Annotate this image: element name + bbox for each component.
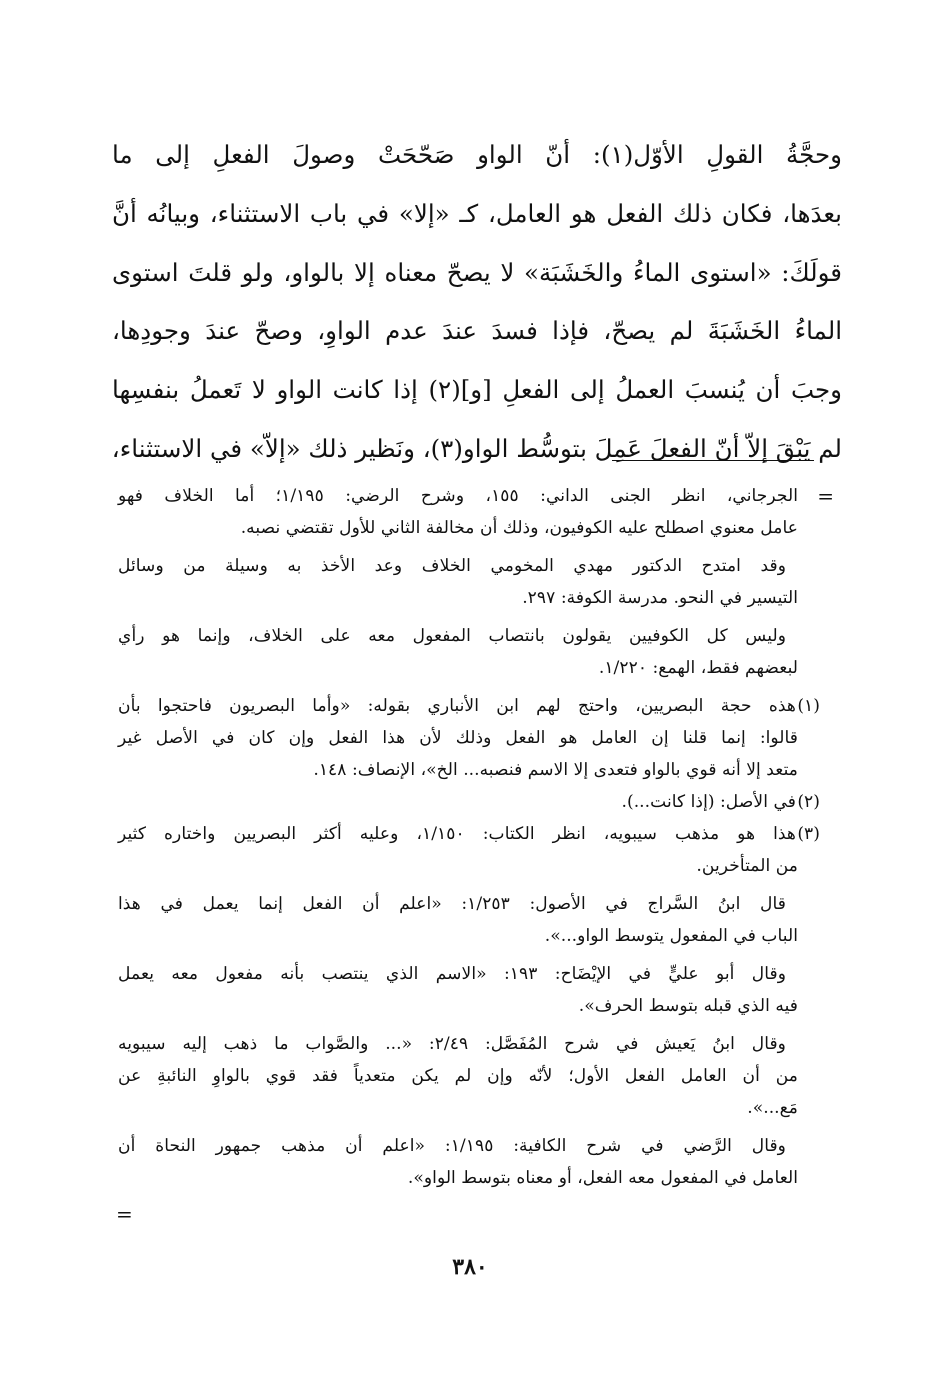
footnote-paragraph-line: وليس كل الكوفيين يقولون بانتصاب المفعول معه على الخلاف، وإنما هو رأي [118, 626, 786, 646]
footnote-3-text: هذا هو مذهب سيبويه، انظر الكتاب: ١/١٥٠، وعليه أكثر البصريين واختاره كثير [118, 824, 796, 844]
main-text-line: لم يَبْقَ إلاّ أنّ الفعلَ عَمِلَ بتوسُّط الواو(٣)، ونَظير ذلك «إلاّ» في الاستثناء، [111, 433, 842, 463]
footnote-1 [118, 690, 820, 722]
page-number: ٣٨٠ [452, 1254, 488, 1280]
footnote-1-label: (١) [797, 696, 820, 716]
footnote-paragraph-line: وقال أبو عليٍّ في الإيْضَاح: ١٩٣: «الاسم الذي ينتصب بأنه مفعول معه يعمل [118, 964, 786, 984]
footnote-paragraph-line: وقال الرَّضي في شرح الكافية: ١/١٩٥: «اعلم أن مذهب جمهور النحاة أن [118, 1136, 786, 1156]
footnote-2 [118, 786, 820, 818]
footnote-carryover-line: الجرجاني، انظر الجنى الداني: ١٥٥، وشرح الرضي: ١/١٩٥؛ أما الخلاف فهو [118, 486, 798, 506]
footnotes-block [118, 480, 820, 1194]
footnote-paragraph-line: وقال ابنُ يَعيش في شرح المُفَصَّل: ٢/٤٩: «... والصَّواب ما ذهب إليه سيبويه [118, 1034, 786, 1054]
footnote-paragraph-line: الباب في المفعول يتوسط الواو...». [544, 926, 798, 946]
footnote-paragraph-line: فيه الذي قبله بتوسط الحرف». [578, 996, 798, 1016]
footnote-paragraph-line: التيسير في النحو. مدرسة الكوفة: ٢٩٧. [522, 588, 798, 608]
footnote-1-line: قالوا: إنما قلنا إن العامل هو الفعل وذلك لأن هذا الفعل وإن كان في الأصل غير [118, 728, 798, 748]
footnote-3-line: من المتأخرين. [696, 856, 798, 876]
main-text-block [112, 126, 842, 479]
continuation-mark-top: = [817, 484, 834, 508]
main-text-line: وجبَ أن يُنسبَ العملُ إلى الفعلِ [و](٢) إذا كانت الواو لا تَعملُ بنفسِها [112, 375, 842, 405]
footnote-3-label: (٣) [797, 824, 820, 844]
footnote-paragraph-line: وقد امتدح الدكتور مهدي المخومي الخلاف وعد الأخذ به وسيلة من وسائل [118, 556, 786, 576]
footnote-1-text: هذه حجة البصريين، واحتج لهم ابن الأنباري بقوله: «وأما البصريون فاحتجوا بأن [118, 696, 796, 716]
footnote-paragraph-line: مَع...». [747, 1098, 798, 1118]
footnote-separator [612, 460, 814, 461]
continuation-mark-bottom: = [116, 1202, 133, 1226]
main-text-line: الماءُ الخَشَبَةَ لم يصحّ، فإذا فسدَ عندَ عدم الواوِ، وصحّ عندَ وجودِها، [112, 316, 842, 346]
main-text-line: بعدَها، فكان ذلك الفعل هو العامل، كـ «إلا» في باب الاستثناء، وبيانُه أنَّ [112, 198, 842, 228]
main-text-line: وحجَّةُ القولِ الأوّل(١): أنّ الواو صَحّحَتْ وصولَ الفعلِ إلى ما [112, 140, 842, 169]
footnote-paragraph-line: قال ابنُ السَّراج في الأصول: ١/٢٥٣: «اعلم أن الفعل إنما يعمل في هذا [118, 894, 786, 914]
footnote-paragraph-line: من أن العامل الفعل الأول؛ لأنّه وإن لم يكن متعدياً فقد قوي بالواوِ النائبةِ عن [118, 1066, 798, 1086]
footnote-2-text: في الأصل: (إذا كانت...). [621, 792, 796, 812]
footnote-paragraph-line: لبعضهم فقط، الهمع: ١/٢٢٠. [598, 658, 798, 678]
footnote-1-line: متعد إلا أنه قوي بالواو فتعدى إلا الاسم فنصبه... الخ»، الإنصاف: ١٤٨. [313, 760, 798, 780]
footnote-3 [118, 818, 820, 850]
footnote-paragraph-line: العامل في المفعول معه الفعل، أو معناه بتوسط الواو». [407, 1168, 798, 1188]
footnote-2-label: (٢) [797, 792, 820, 812]
footnote-carryover-line: عامل معنوي اصطلح عليه الكوفيون، وذلك أن مخالفة الثاني للأول تقتضي نصبه. [240, 518, 798, 538]
main-text-line: قولَكَ: «استوى الماءُ والخَشَبَة» لا يصحّ معناه إلا بالواو، ولو قلتَ استوى [112, 257, 842, 287]
